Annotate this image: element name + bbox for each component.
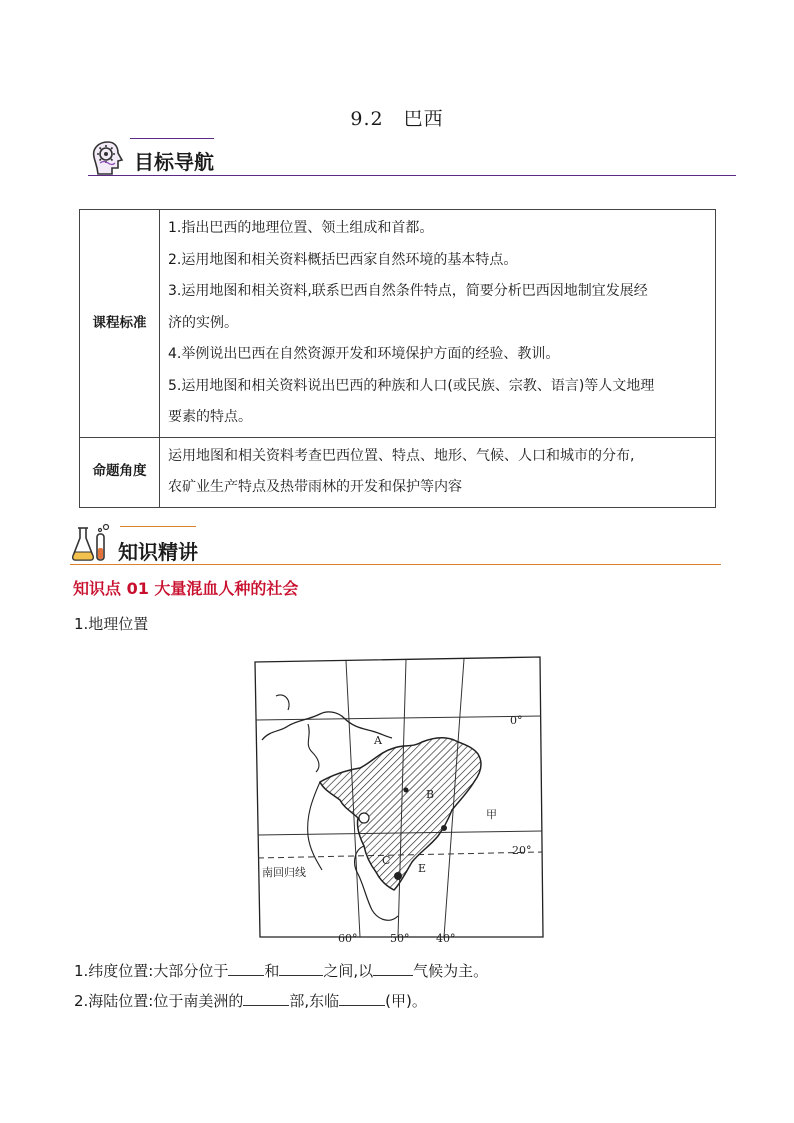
answer-blank[interactable] [339, 991, 385, 1006]
q2-text: (甲)。 [385, 992, 427, 1010]
standard-line: 4.举例说出巴西在自然资源开发和环境保护方面的经验、教训。 [168, 346, 560, 362]
page-title: 9.2 巴西 [350, 108, 444, 130]
q1-text: 和 [264, 962, 280, 980]
map-label-e: E [418, 862, 427, 875]
knowledge-point-title: 知识点 01 大量混血人种的社会 [73, 579, 299, 598]
map-label-lon50: 50° [390, 932, 410, 945]
flask-icon [70, 522, 114, 564]
angles-cell [160, 437, 716, 507]
q1-text: 1.纬度位置:大部分位于 [74, 962, 229, 980]
q1-text: 气候为主。 [413, 962, 489, 980]
question-sea-land [74, 990, 427, 1011]
item-heading-location: 1.地理位置 [74, 615, 149, 633]
angle-line: 运用地图和相关资料考查巴西位置、特点、地形、气候、人口和城市的分布, [168, 447, 635, 464]
section-banner-knowledge [70, 522, 721, 568]
standard-line: 3.运用地图和相关资料,联系巴西自然条件特点，简要分析巴西因地制宜发展经 [168, 283, 648, 299]
map-label-lon40: 40° [436, 932, 456, 945]
answer-blank[interactable] [279, 961, 323, 976]
map-label-tropic: 南回归线 [262, 866, 306, 879]
city-dot [394, 872, 402, 880]
city-dot [404, 788, 409, 793]
city-dot [359, 813, 369, 823]
section-title-goals: 目标导航 [134, 150, 214, 174]
question-latitude [74, 960, 488, 981]
angle-line: 农矿业生产特点及热带雨林的开发和保护等内容 [168, 479, 462, 495]
standard-line: 1.指出巴西的地理位置、领土组成和首都。 [168, 220, 434, 236]
map-label-a: A [374, 734, 382, 747]
standards-cell [160, 210, 716, 438]
standard-line: 2.运用地图和相关资料概括巴西家自然环境的基本特点。 [168, 251, 518, 268]
answer-blank[interactable] [373, 961, 413, 976]
map-label-lon60: 60° [338, 932, 358, 945]
course-standards-table [79, 209, 716, 508]
section-title-knowledge: 知识精讲 [118, 540, 198, 564]
table-row [80, 437, 716, 507]
answer-blank[interactable] [243, 991, 289, 1006]
map-label-b: B [426, 788, 435, 801]
q2-text: 2.海陆位置:位于南美洲的 [74, 992, 244, 1010]
section-banner-goals [88, 136, 736, 180]
row-header-angles: 命题角度 [80, 437, 160, 507]
brain-gear-icon [88, 138, 128, 176]
standard-line: 济的实例。 [168, 314, 238, 331]
q2-text: 部,东临 [289, 992, 340, 1010]
map-label-lat20: 20° [512, 844, 532, 857]
standard-line: 要素的特点。 [168, 409, 252, 425]
brazil-location-map [248, 640, 548, 945]
map-label-jia: 甲 [486, 808, 497, 821]
answer-blank[interactable] [228, 961, 264, 976]
standard-line: 5.运用地图和相关资料说出巴西的种族和人口(或民族、宗教、语言)等人文地理 [168, 377, 655, 394]
map-label-lat0: 0° [510, 714, 523, 727]
table-row [80, 210, 716, 438]
row-header-standards: 课程标准 [80, 210, 160, 438]
q1-text: 之间,以 [323, 962, 374, 980]
city-dot [441, 825, 447, 831]
map-label-c: C [382, 854, 391, 867]
